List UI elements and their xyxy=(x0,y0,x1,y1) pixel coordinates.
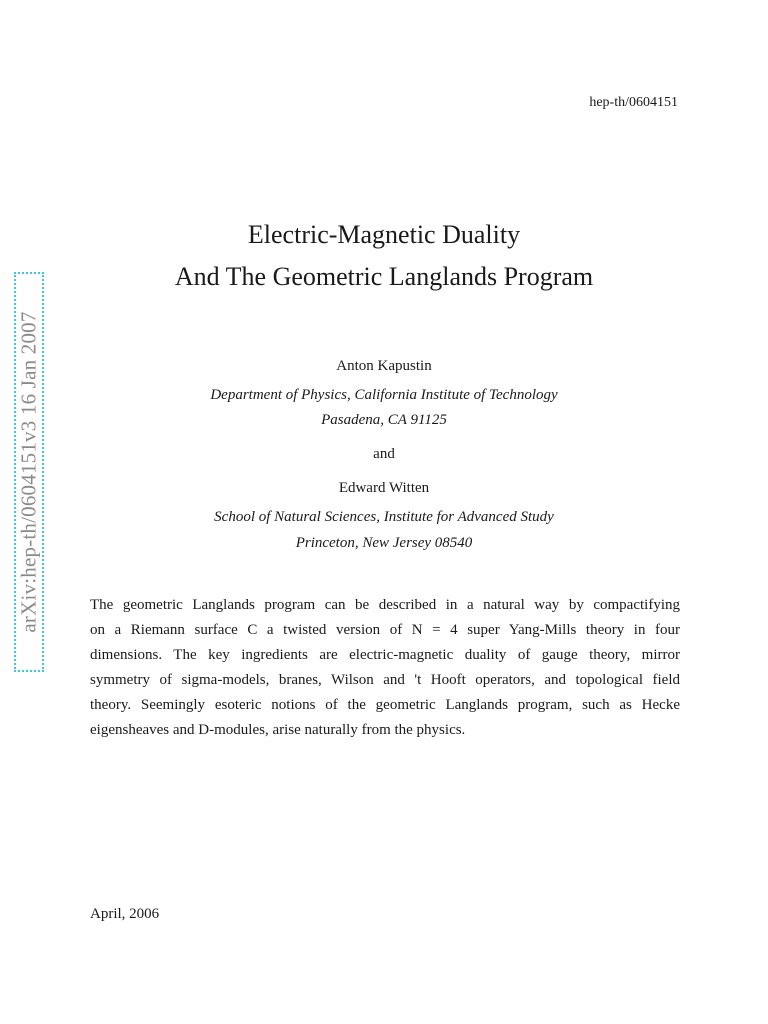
author-name: Anton Kapustin xyxy=(336,358,432,374)
abstract-line: The geometric Langlands program can be described in a natural way by compactifying xyxy=(90,597,680,613)
arxiv-stamp xyxy=(14,272,44,672)
author-affiliation: Department of Physics, California Institute of Technology xyxy=(210,387,558,403)
author-conjunction: and xyxy=(373,446,395,462)
author-address: Pasadena, CA 91125 xyxy=(321,412,447,428)
abstract xyxy=(90,593,680,743)
abstract-line: on a Riemann surface C a twisted version of N = 4 super Yang-Mills theory in four xyxy=(90,622,680,638)
arxiv-stamp-text: arXiv:hep-th/0604151v3 16 Jan 2007 xyxy=(16,311,41,633)
paper-title-line-2: And The Geometric Langlands Program xyxy=(174,262,594,291)
abstract-line: symmetry of sigma-models, branes, Wilson and 't Hooft operators, and topological field xyxy=(90,672,680,688)
author-name: Edward Witten xyxy=(338,480,430,496)
author-address: Princeton, New Jersey 08540 xyxy=(295,535,473,551)
abstract-line: dimensions. The key ingredients are electric-magnetic duality of gauge theory, mirror xyxy=(90,647,680,663)
abstract-line: theory. Seemingly esoteric notions of the geometric Langlands program, such as Hecke xyxy=(90,697,680,713)
author-affiliation: School of Natural Sciences, Institute for Advanced Study xyxy=(214,509,554,525)
report-number: hep-th/0604151 xyxy=(589,95,678,110)
abstract-line: eigensheaves and D-modules, arise naturally from the physics. xyxy=(90,722,466,738)
paper-title-line-1: Electric-Magnetic Duality xyxy=(247,220,521,249)
publication-date: April, 2006 xyxy=(90,906,160,922)
